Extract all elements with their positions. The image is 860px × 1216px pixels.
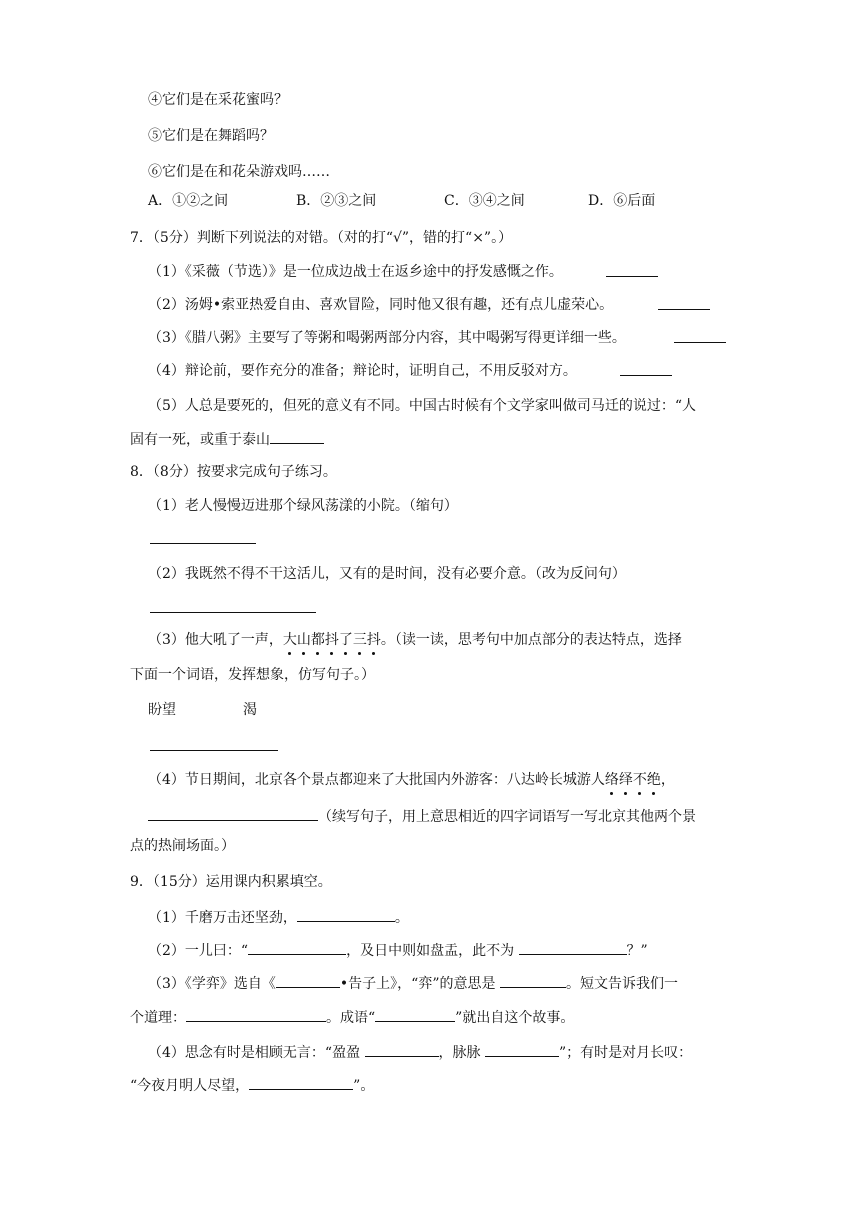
q9-l1-end: 。 bbox=[394, 910, 409, 926]
q7-answer-blank-1[interactable] bbox=[606, 276, 658, 277]
word-option-2: 渴 bbox=[243, 702, 257, 718]
q9-blank-5[interactable] bbox=[500, 971, 566, 988]
q9-line-4 bbox=[148, 1040, 692, 1063]
q7-answer-blank-3[interactable] bbox=[674, 342, 726, 343]
q9-blank-7[interactable] bbox=[375, 1005, 455, 1022]
dotted-char: 抖 bbox=[366, 632, 381, 648]
q8-s4-line2: （续写句子，用上意思相近的四字词语写一写北京其他两个景 bbox=[318, 809, 696, 825]
q7-answer-blank-5[interactable] bbox=[270, 427, 324, 444]
q8-title: 8．（8分）按要求完成句子练习。 bbox=[130, 464, 337, 480]
q6-option-d[interactable]: D．⑥后面 bbox=[588, 193, 656, 209]
q9-line-2 bbox=[148, 938, 648, 961]
q9-blank-1[interactable] bbox=[297, 905, 395, 922]
dotted-char: 了 bbox=[338, 632, 353, 648]
q7-item-5: （5）人总是要死的，但死的意义有不同。中国古时候有个文学家叫做司马迁的说过：“人 bbox=[148, 398, 697, 414]
q8-sentence-3 bbox=[148, 630, 682, 650]
q8-sentence-4 bbox=[148, 770, 675, 790]
q8-answer-blank-4[interactable] bbox=[148, 804, 318, 821]
word-option-1: 盼望 bbox=[148, 702, 176, 718]
q8-sentence-2: （2）我既然不得不干这活儿，又有的是时间，没有必要介意。（改为反问句） bbox=[148, 566, 626, 582]
q9-l4-cont-text: “今夜月明人尽望， bbox=[130, 1078, 250, 1094]
q6-item-6: ⑥它们是在和花朵游戏吗…… bbox=[148, 164, 330, 180]
dotted-char: 三 bbox=[352, 632, 367, 648]
q6-option-c[interactable]: C．③④之间 bbox=[444, 193, 525, 209]
q9-l3-end: 。短文告诉我们一 bbox=[565, 976, 678, 992]
q8-s4-prefix: （4）节日期间，北京各个景点都迎来了大批国内外游客：八达岭长城游人 bbox=[148, 772, 605, 788]
q8-s4-suffix: ， bbox=[660, 772, 675, 788]
q9-l3-mid: •告子上》，“弈”的意思是 bbox=[339, 976, 496, 992]
q9-blank-9[interactable] bbox=[485, 1040, 559, 1057]
q9-line-1 bbox=[148, 905, 409, 928]
q8-sentence-4-cont2: 点的热闹场面。） bbox=[130, 838, 235, 854]
q9-title: 9．（15分）运用课内积累填空。 bbox=[130, 874, 332, 890]
q6-item-5: ⑤它们是在舞蹈吗？ bbox=[148, 128, 274, 144]
q9-blank-2[interactable] bbox=[248, 938, 346, 955]
q9-l4-text: （4）思念有时是相顾无言：“盈盈 bbox=[148, 1045, 361, 1061]
q9-line-3-cont bbox=[130, 1005, 574, 1028]
q9-blank-3[interactable] bbox=[519, 938, 627, 955]
q9-l4-cont-end: ”。 bbox=[353, 1078, 375, 1094]
dotted-char: 都 bbox=[310, 632, 325, 648]
q9-line-4-cont bbox=[130, 1073, 374, 1096]
q7-item-5-text: 固有一死，或重于泰山 bbox=[130, 432, 270, 448]
q6-option-a[interactable]: A．①②之间 bbox=[148, 193, 229, 209]
q7-item-1: （1）《采薇（节选）》是一位成边战士在返乡途中的抒发感慨之作。 bbox=[148, 264, 563, 280]
q9-blank-10[interactable] bbox=[249, 1073, 353, 1090]
q9-blank-4[interactable] bbox=[276, 971, 340, 988]
q9-l2-end: ？” bbox=[626, 943, 648, 959]
q9-blank-6[interactable] bbox=[186, 1005, 326, 1022]
q8-sentence-4-cont bbox=[148, 804, 696, 827]
dotted-char: 山 bbox=[296, 632, 311, 648]
q7-item-3: （3）《腊八粥》主要写了等粥和喝粥两部分内容，其中喝粥写得更详细一些。 bbox=[148, 330, 626, 346]
q9-l4-mid: ，脉脉 bbox=[438, 1045, 481, 1061]
q7-item-2: （2）汤姆•索亚热爱自由、喜欢冒险，同时他又很有趣，还有点儿虚荣心。 bbox=[148, 297, 614, 313]
q9-l4-end: ”；有时是对月长叹： bbox=[558, 1045, 693, 1061]
q7-item-4: （4）辩论前，要作充分的准备；辩论时，证明自己，不用反驳对方。 bbox=[148, 363, 577, 379]
q8-s3-suffix: 。（读一读，思考句中加点部分的表达特点，选择 bbox=[380, 632, 682, 648]
q9-l3-text: （3）《学弈》选自《 bbox=[148, 976, 276, 992]
q7-item-5-cont bbox=[130, 427, 324, 450]
q8-s3-prefix: （3）他大吼了一声， bbox=[148, 632, 283, 648]
dotted-char: 大 bbox=[282, 632, 297, 648]
q8-answer-line-1[interactable] bbox=[150, 543, 256, 544]
q6-options bbox=[148, 191, 655, 211]
q9-l2-mid: ，及日中则如盘盂，此不为 bbox=[346, 943, 515, 959]
q9-l2-text: （2）一儿曰：“ bbox=[148, 943, 249, 959]
q8-sentence-3-cont: 下面一个词语，发挥想象，仿写句子。） bbox=[130, 667, 375, 683]
q6-option-b[interactable]: B．②③之间 bbox=[296, 193, 377, 209]
q9-line-3 bbox=[148, 971, 678, 994]
dotted-char: 络 bbox=[604, 772, 619, 788]
q7-title: 7．（5分）判断下列说法的对错。（对的打“√”，错的打“×”。） bbox=[130, 230, 513, 246]
q9-l3-idiom: 。成语“ bbox=[326, 1010, 376, 1026]
q6-item-4: ④它们是在采花蜜吗？ bbox=[148, 92, 288, 108]
q9-l3-end2: ”就出自这个故事。 bbox=[455, 1010, 575, 1026]
dotted-char: 不 bbox=[632, 772, 647, 788]
q7-answer-blank-4[interactable] bbox=[620, 375, 672, 376]
q8-answer-line-3[interactable] bbox=[150, 750, 278, 751]
q8-answer-line-2[interactable] bbox=[150, 612, 316, 613]
q8-word-options bbox=[148, 700, 257, 720]
q9-l1-text: （1）千磨万击还坚劲， bbox=[148, 910, 297, 926]
q8-sentence-1: （1）老人慢慢迈进那个绿风荡漾的小院。（缩句） bbox=[148, 498, 458, 514]
dotted-char: 绎 bbox=[618, 772, 633, 788]
q9-blank-8[interactable] bbox=[365, 1040, 439, 1057]
q9-l3-cont-text: 个道理： bbox=[130, 1010, 186, 1026]
dotted-char: 绝 bbox=[646, 772, 661, 788]
q7-answer-blank-2[interactable] bbox=[658, 309, 710, 310]
dotted-char: 抖 bbox=[324, 632, 339, 648]
